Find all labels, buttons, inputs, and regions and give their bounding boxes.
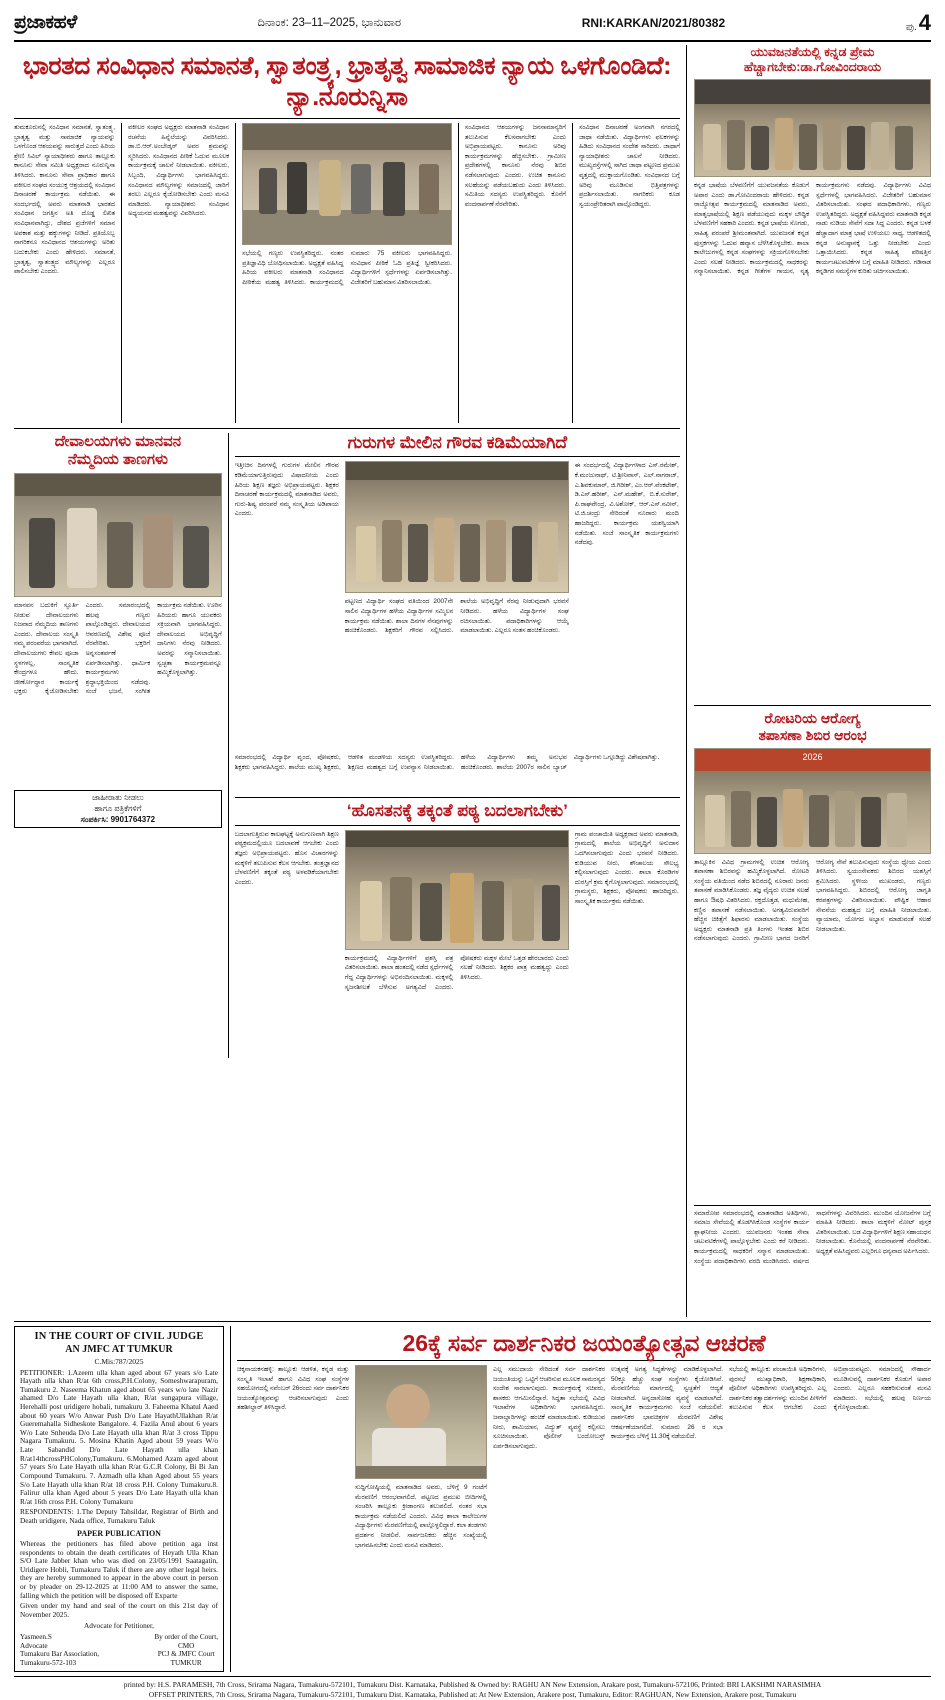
rotary-headline-1: ರೋಟರಿಯ ಆರೋಗ್ಯ — [764, 710, 861, 726]
court-petitioner-text: PETITIONER: 1.Azeem ulla khan aged about 67 years s/o Late Hayath ulla khan R/at 6th cross,P.H.Colony, Someshwarapuram, Tumakuru 2. Naseema Khatun aged about 65 years w/o late Nazir ahamed D/o Late Hayath ulla khan, R/at sungapura village, Herehalli post uridigere hobali, tumakuru 3. Faheema Khatul Aaed about 60 years W/o Anwar Push D/o Late HayathUllakhan R/at Gueremahalla Sidheskote Bangalore. 4. Fazila Anul about 6 years W/o Late Snheuda D/o Late Hayath ulla khan R/at 3 cross Tippu Nagara Tumakuru. 5. Mosina Khatin Aged about 59 years W/o Late Sabandid D/o Late Hayath ulla khan R/at14thcrossPHColony,Tumakuru. 6.Mohamed Azam aged about 57 years S/o Late Hayath ulla khan R/at G.C.R Colony, Bi Bi Jan Compound Tumakuru. 7. Azmadh ulla khan Aged about 55 years S/o Late Hayath ulla khan R/at 18 cross P.H. Colony Tumakuru.8. Falirur ulla khan Aged about 5 years D/o Late Hayath ulla khan R/at 16th cross P.H. Colony Tumakuru — [20, 1367, 218, 1506]
jayanti-col-3: ಎಲ್ಲ ಸಮುದಾಯ ಸೇರಿದಂತೆ ಸರ್ವ ದಾರ್ಶನಿಕರ ಜಯಂತಿಯನ್ನು ಒಟ್ಟಿಗೆ ಆಚರಿಸುವ ಮೂಲಕ ಸಾಮರಸ್ಯದ ಸಂದೇಶ ಸಾರಲಾಗುವುದು. ಕಾರ್ಯಕ್ರಮಕ್ಕೆ ಸಚಿವರು, ಶಾಸಕರು ಆಗಮಿಸಲಿದ್ದಾರೆ. ಸಿದ್ಧತಾ ಸಭೆಯಲ್ಲಿ ವಿವಿಧ ಇಲಾಖೆಗಳ ಅಧಿಕಾರಿಗಳು ಭಾಗವಹಿಸಿದ್ದರು. ಜವಾಬ್ದಾರಿಗಳನ್ನು ಹಂಚಿಕೆ ಮಾಡಲಾಯಿತು. ಕುಡಿಯುವ ನೀರು, ಶಾಮಿಯಾನ, ವಿದ್ಯುತ್ ವ್ಯವಸ್ಥೆ ಕಲ್ಪಿಸಲು ಸೂಚಿಸಲಾಯಿತು. ಪೊಲೀಸ್ ಬಂದೋಬಸ್ತ್ ಏರ್ಪಡಿಸಲಾಗುವುದು. — [493, 1366, 605, 1450]
rni-number: RNI:KARKAN/2021/80382 — [581, 16, 726, 30]
gurus-col-3: ಈ ಸಂದರ್ಭದಲ್ಲಿ ವಿದ್ಯಾರ್ಥಿಗಳಾದ ಎಸ್.ರಮೇಶ್, ಕೆ.ಮಂಜುನಾಥ್, ಟಿ.ಶ್ರೀನಿವಾಸ್, ಎಲ್.ನಾಗರಾಜ್, ಎ.ಶಿವಕುಮಾರ್, ಜಿ.ಗಿರೀಶ್, ಎಂ.ಆರ್.ವೆಂಕಟೇಶ್, ಡಿ.ಎಸ್.ಹರೀಶ್, ಎನ್.ಮಹೇಶ್, ಬಿ.ಕೆ.ಸುರೇಶ್, ಪಿ.ರಾಘವೇಂದ್ರ, ವಿ.ಅಶೋಕ್, ಆರ್.ಎಸ್.ನವೀನ್, ಟಿ.ಜಿ.ಚಂದ್ರು ಸೇರಿದಂತೆ ನೂರಾರು ಮಂದಿ ಹಾಜರಿದ್ದರು. ಕಾರ್ಯಕ್ರಮ ಯಶಸ್ವಿಯಾಗಿ ನಡೆಯಿತು. ಸಂಜೆ ಸಾಂಸ್ಕೃತಿಕ ಕಾರ್ಯಕ್ರಮಗಳು ನಡೆದವು. — [574, 462, 679, 547]
court-publication-heading: PAPER PUBLICATION — [77, 1528, 161, 1538]
page-label: ಪು. — [905, 22, 917, 33]
court-respondents-text: RESPONDENTS: 1.The Deputy Tahsildar, Registrar of Birth and Death uridigere, Nada office, Tumakuru Taluk — [20, 1507, 218, 1525]
gurus-col-4: ಸಮಾರಂಭದಲ್ಲಿ ವಿದ್ಯಾರ್ಥಿ ವೃಂದ, ಪೋಷಕರು, ಶಿಕ್ಷಕರು ಭಾಗವಹಿಸಿದ್ದರು. ಶಾಲೆಯ ಮುಖ್ಯ ಶಿಕ್ಷಕರು, ಆಡಳಿತ ಮಂಡಳಿಯ ಸದಸ್ಯರು ಉಪಸ್ಥಿತರಿದ್ದರು. ಶಿಕ್ಷಣದ ಮಹತ್ವದ ಬಗ್ಗೆ ಉಪನ್ಯಾಸ ನೀಡಲಾಯಿತು. ಹಳೆಯ ವಿದ್ಯಾರ್ಥಿಗಳು ತಮ್ಮ ಅನುಭವ ಹಂಚಿಕೊಂಡರು. ಶಾಲೆಯ 2007ರ ಸಾಲಿನ ಬ್ಯಾಚ್ ವಿದ್ಯಾರ್ಥಿಗಳು ಒಗ್ಗೂಡಿದ್ದು ವಿಶೇಷವಾಗಿತ್ತು. — [234, 754, 660, 771]
change-headline: ‘ಹೊಸತನಕ್ಕೆ ತಕ್ಕಂತೆ ಪಠ್ಯ ಬದಲಾಗಬೇಕು’ — [346, 801, 568, 821]
temples-body: ಮಾನವನ ಬದುಕಿಗೆ ಸ್ಫೂರ್ತಿ ನೀಡುವ ದೇವಾಲಯಗಳು ನಿಜವಾದ ನೆಮ್ಮದಿಯ ತಾಣಗಳು ಎಂದರು. ದೇವಾಲಯ ಸಂಸ್ಕೃತಿ ನಮ್ಮ ಪರಂಪರೆಯ ಭಾಗವಾಗಿದೆ. ದೇವಾಲಯಗಳು ಕೇವಲ ಪೂಜಾ ಸ್ಥಳಗಳಲ್ಲ, ಸಾಂಸ್ಕೃತಿಕ ಕೇಂದ್ರಗಳೂ ಹೌದು. ಜೀರ್ಣೋದ್ಧಾರ ಕಾರ್ಯಕ್ಕೆ ಭಕ್ತರು ಕೈಜೋಡಿಸಬೇಕು ಎಂದರು. ಸಮಾರಂಭದಲ್ಲಿ ಹಲವು ಗಣ್ಯರು ಪಾಲ್ಗೊಂಡಿದ್ದರು. ದೇವಾಲಯದ ಆವರಣದಲ್ಲಿ ವಿಶೇಷ ಪೂಜೆ ನೆರವೇರಿತು. ಭಕ್ತರಿಗೆ ಅನ್ನಸಂತರ್ಪಣೆ ಏರ್ಪಡಿಸಲಾಗಿತ್ತು. ಧಾರ್ಮಿಕ ಕಾರ್ಯಕ್ರಮಗಳು ಶ್ರದ್ಧಾಭಕ್ತಿಯಿಂದ ನಡೆದವು. ಸಂಜೆ ಭಜನೆ, ಸಂಗೀತ ಕಾರ್ಯಕ್ರಮ ನಡೆಯಿತು. ಊರಿನ ಹಿರಿಯರು ಹಾಗೂ ಯುವಕರು ಸಕ್ರಿಯವಾಗಿ ಭಾಗವಹಿಸಿದ್ದರು. ದೇವಾಲಯದ ಅಭಿವೃದ್ಧಿಗೆ ದಾನಿಗಳು ನೆರವು ನೀಡಿದರು. ಅವರನ್ನು ಸನ್ಮಾನಿಸಲಾಯಿತು. ಸ್ವಚ್ಛತಾ ಕಾರ್ಯಕ್ರಮವನ್ನೂ ಹಮ್ಮಿಕೊಳ್ಳಲಾಗಿತ್ತು. — [14, 602, 222, 696]
temples-headline-2: ನೆಮ್ಮದಿಯ ತಾಣಗಳು — [67, 451, 168, 468]
footer-line-2: OFFSET PRINTERS, 7th Cross, Srirama Nagara, Tumakuru-572101, Tumakuru Dist. Karnataka, Published at: At New Extension, Arakere post, Tumakuru, Editor: RAGHUAN, New Extension, Arakere post, Tumakuru — [148, 1690, 797, 1700]
rotary-banner-text: 2026 — [802, 751, 823, 762]
advertisement-contact-box[interactable] — [14, 790, 222, 828]
ad-line-2: ಹಾಗೂ ಪತ್ರಿಕೆಗಳಿಗೆ — [94, 803, 142, 813]
rotary-photo — [694, 748, 931, 854]
page-number: 4 — [918, 10, 931, 35]
masthead — [14, 10, 931, 42]
court-publication-body: Whereas the petitioners has filed above petition aga inst respondents to obtain the death certificates of Heyath Ulla Khan S/O Late Jabber khan who was died on 23/05/1991 Saatagatin, Uridigere Hobli, Tumakuru Taluk if there are any other legal heirs. they are hereby summoned to appear in the above court in person or by pleader on 29-12-2025 at 11:00 AM to answer the same, falling which the petition will be disposed off Exparte — [20, 1539, 218, 1600]
gurus-headline: ಗುರುಗಳ ಮೇಲಿನ ಗೌರವ ಕಡಿಮೆಯಾಗಿದೆ — [347, 433, 568, 452]
court-advocate-association: Tumakuru Bar Association, — [20, 1650, 99, 1659]
change-col-3: ಗ್ರಾಮ ಪಂಚಾಯಿತಿ ಅಧ್ಯಕ್ಷರಾದ ಅವರು ಮಾತನಾಡಿ, ಗ್ರಾಮದಲ್ಲಿ ಶಾಲೆಯ ಅಭಿವೃದ್ಧಿಗೆ ಅನುದಾನ ಒದಗಿಸಲಾಗುವುದು ಎಂದು ಭರವಸೆ ನೀಡಿದರು. ಕುಡಿಯುವ ನೀರು, ಶೌಚಾಲಯ ಸೌಲಭ್ಯ ಕಲ್ಪಿಸಲಾಗುವುದು ಎಂದರು. ಶಾಲಾ ಕೊಠಡಿಗಳ ದುರಸ್ತಿಗೆ ಕ್ರಮ ಕೈಗೊಳ್ಳಲಾಗುವುದು. ಸಮಾರಂಭದಲ್ಲಿ ಗ್ರಾಮಸ್ಥರು, ಶಿಕ್ಷಕರು, ಪೋಷಕರು ಹಾಜರಿದ್ದರು. ಸಾಂಸ್ಕೃತಿಕ ಕಾರ್ಯಕ್ರಮ ನಡೆಯಿತು. — [574, 830, 679, 906]
court-advocate-name: Yasmeen.S — [20, 1633, 52, 1642]
jayanti-col-1: ಚಿಕ್ಕನಾಯಕನಹಳ್ಳಿ: ತಾಲ್ಲೂಕು ಆಡಳಿತ, ಕನ್ನಡ ಮತ್ತು ಸಂಸ್ಕೃತಿ ಇಲಾಖೆ ಹಾಗೂ ವಿವಿಧ ಸಂಘ ಸಂಸ್ಥೆಗಳ ಸಹಯೋಗದಲ್ಲಿ ನವೆಂಬರ್ 26ರಂದು ಸರ್ವ ದಾರ್ಶನಿಕರ ಜಯಂತ್ಯೋತ್ಸವವನ್ನು ಆಚರಿಸಲಾಗುವುದು ಎಂದು ತಹಶೀಲ್ದಾರ್ ತಿಳಿಸಿದ್ದಾರೆ. — [237, 1366, 349, 1412]
jayanti-photo — [355, 1365, 487, 1479]
change-col-2: ಕಾರ್ಯಕ್ರಮದಲ್ಲಿ ವಿದ್ಯಾರ್ಥಿಗಳಿಗೆ ಪ್ರಶಸ್ತಿ ಪತ್ರ ವಿತರಿಸಲಾಯಿತು. ಶಾಲಾ ಹಂತದಲ್ಲಿ ನಡೆದ ಸ್ಪರ್ಧೆಗಳಲ್ಲಿ ಗೆದ್ದ ವಿದ್ಯಾರ್ಥಿಗಳನ್ನು ಅಭಿನಂದಿಸಲಾಯಿತು. ಮಕ್ಕಳಲ್ಲಿ ಸೃಜನಶೀಲತೆ ಬೆಳೆಸುವ ಅಗತ್ಯವಿದೆ ಎಂದರು. ಪೋಷಕರು ಮಕ್ಕಳ ಮೇಲೆ ಒತ್ತಡ ಹೇರಬಾರದು ಎಂದು ಸಲಹೆ ನೀಡಿದರು. ಶಿಕ್ಷಕರ ಪಾತ್ರ ಮಹತ್ವದ್ದು ಎಂದು ತಿಳಿಸಿದರು. — [344, 954, 569, 991]
change-col-1: ಬದಲಾಗುತ್ತಿರುವ ಕಾಲಘಟ್ಟಕ್ಕೆ ಅನುಗುಣವಾಗಿ ಶಿಕ್ಷಣ ಪಠ್ಯಕ್ರಮದಲ್ಲಿಯೂ ಬದಲಾವಣೆ ಆಗಬೇಕು ಎಂದು ತಜ್ಞರು ಅಭಿಪ್ರಾಯಪಟ್ಟರು. ಹೊಸ ವಿಚಾರಗಳನ್ನು ಮಕ್ಕಳಿಗೆ ತಲುಪಿಸುವ ಕೆಲಸ ಆಗಬೇಕು. ತಂತ್ರಜ್ಞಾನದ ಬೆಳವಣಿಗೆಗೆ ತಕ್ಕಂತೆ ಪಠ್ಯ ಅಳವಡಿಕೆಯಾಗಬೇಕು ಎಂದರು. — [234, 830, 339, 886]
lead-col-2: ವಕೀಲರ ಸಂಘದ ಅಧ್ಯಕ್ಷರು ಮಾತನಾಡಿ ಸಂವಿಧಾನ ರಚನೆಯ ಹಿನ್ನೆಲೆಯನ್ನು ವಿವರಿಸಿದರು. ಡಾ.ಬಿ.ಆರ್.ಅಂಬೇಡ್ಕರ್ ಅವರ ಶ್ರಮವನ್ನು ಸ್ಮರಿಸಿದರು. ಸಂವಿಧಾನದ ಪೀಠಿಕೆ ಓದುವ ಮೂಲಕ ಕಾರ್ಯಕ್ರಮಕ್ಕೆ ಚಾಲನೆ ನೀಡಲಾಯಿತು. ವಕೀಲರು, ಸಿಬ್ಬಂದಿ, ವಿದ್ಯಾರ್ಥಿಗಳು ಭಾಗವಹಿಸಿದ್ದರು. ಸಂವಿಧಾನದ ಮೌಲ್ಯಗಳನ್ನು ಸಮಾಜದಲ್ಲಿ ಜಾರಿಗೆ ತರಲು ಎಲ್ಲರೂ ಕೈಜೋಡಿಸಬೇಕು ಎಂದು ಮನವಿ ಮಾಡಿದರು. ನ್ಯಾಯಾಧೀಶರು ಸಂವಿಧಾನ ಅಧ್ಯಯನದ ಮಹತ್ವವನ್ನು ವಿವರಿಸಿದರು. — [128, 124, 230, 218]
rotary-body-1: ತಾಲ್ಲೂಕಿನ ವಿವಿಧ ಗ್ರಾಮಗಳಲ್ಲಿ ಉಚಿತ ಆರೋಗ್ಯ ತಪಾಸಣಾ ಶಿಬಿರವನ್ನು ಹಮ್ಮಿಕೊಳ್ಳಲಾಗಿದೆ. ರೋಟರಿ ಸಂಸ್ಥೆಯ ವತಿಯಿಂದ ನಡೆದ ಶಿಬಿರದಲ್ಲಿ ನೂರಾರು ಜನರು ತಪಾಸಣೆ ಮಾಡಿಸಿಕೊಂಡರು. ತಜ್ಞ ವೈದ್ಯರು ಉಚಿತ ಸಲಹೆ ಹಾಗೂ ಔಷಧಿ ವಿತರಿಸಿದರು. ರಕ್ತದೊತ್ತಡ, ಮಧುಮೇಹ, ಕಣ್ಣಿನ ತಪಾಸಣೆ ನಡೆಸಲಾಯಿತು. ಅಗತ್ಯವಿರುವವರಿಗೆ ಹೆಚ್ಚಿನ ಚಿಕಿತ್ಸೆಗೆ ಶಿಫಾರಸು ಮಾಡಲಾಯಿತು. ಸಂಸ್ಥೆಯ ಅಧ್ಯಕ್ಷರು ಮಾತನಾಡಿ ಪ್ರತಿ ತಿಂಗಳು ಇಂತಹ ಶಿಬಿರ ನಡೆಸಲಾಗುವುದು ಎಂದರು. ಗ್ರಾಮೀಣ ಭಾಗದ ಜನರಿಗೆ ಆರೋಗ್ಯ ಸೇವೆ ತಲುಪಿಸುವುದು ಸಂಸ್ಥೆಯ ಧ್ಯೇಯ ಎಂದು ತಿಳಿಸಿದರು. ಸ್ವಯಂಸೇವಕರು ಶಿಬಿರದ ಯಶಸ್ಸಿಗೆ ಶ್ರಮಿಸಿದರು. ಸ್ಥಳೀಯ ಮುಖಂಡರು, ಗಣ್ಯರು ಭಾಗವಹಿಸಿದ್ದರು. ಶಿಬಿರದಲ್ಲಿ ಆರೋಗ್ಯ ಜಾಗೃತಿ ಕರಪತ್ರಗಳನ್ನು ವಿತರಿಸಲಾಯಿತು. ಪೌಷ್ಟಿಕ ಆಹಾರ ಸೇವನೆಯ ಮಹತ್ವದ ಬಗ್ಗೆ ಮಾಹಿತಿ ನೀಡಲಾಯಿತು. ವ್ಯಾಯಾಮ, ಯೋಗದ ಅಭ್ಯಾಸ ಮಾಡುವಂತೆ ಸಲಹೆ ನೀಡಲಾಯಿತು. — [694, 858, 931, 943]
lead-photo — [242, 123, 452, 245]
youth-kannada-body: ಕನ್ನಡ ಭಾಷೆಯ ಬೆಳವಣಿಗೆಗೆ ಯುವಜನತೆಯ ಕೊಡುಗೆ ಅಪಾರ ಎಂದು ಡಾ.ಗೋವಿಂದರಾಯ ಹೇಳಿದರು. ಕನ್ನಡ ರಾಜ್ಯೋತ್ಸವ ಕಾರ್ಯಕ್ರಮದಲ್ಲಿ ಮಾತನಾಡಿದ ಅವರು, ಮಾತೃಭಾಷೆಯಲ್ಲಿ ಶಿಕ್ಷಣ ಪಡೆಯುವುದು ಮಕ್ಕಳ ಬೌದ್ಧಿಕ ಬೆಳವಣಿಗೆಗೆ ಸಹಕಾರಿ ಎಂದರು. ಕನ್ನಡ ಭಾಷೆಯ ಸೊಗಡು, ಸಾಹಿತ್ಯ ಪರಂಪರೆ ಶ್ರೀಮಂತವಾಗಿದೆ. ಯುವಜನತೆ ಕನ್ನಡ ಪುಸ್ತಕಗಳನ್ನು ಓದುವ ಹವ್ಯಾಸ ಬೆಳೆಸಿಕೊಳ್ಳಬೇಕು. ಶಾಲಾ ಕಾಲೇಜುಗಳಲ್ಲಿ ಕನ್ನಡ ಸಂಘಗಳನ್ನು ಸಕ್ರಿಯಗೊಳಿಸಬೇಕು ಎಂದು ಸಲಹೆ ನೀಡಿದರು. ಕಾರ್ಯಕ್ರಮದಲ್ಲಿ ಸಾಧಕರನ್ನು ಸನ್ಮಾನಿಸಲಾಯಿತು. ಕನ್ನಡ ಗೀತೆಗಳ ಗಾಯನ, ನೃತ್ಯ ಕಾರ್ಯಕ್ರಮಗಳು ನಡೆದವು. ವಿದ್ಯಾರ್ಥಿಗಳು ವಿವಿಧ ಸ್ಪರ್ಧೆಗಳಲ್ಲಿ ಭಾಗವಹಿಸಿದರು. ವಿಜೇತರಿಗೆ ಬಹುಮಾನ ವಿತರಿಸಲಾಯಿತು. ಸಂಘದ ಪದಾಧಿಕಾರಿಗಳು, ಗಣ್ಯರು ಉಪಸ್ಥಿತರಿದ್ದರು. ಅಧ್ಯಕ್ಷತೆ ವಹಿಸಿದ್ದವರು ಮಾತನಾಡಿ ಕನ್ನಡ ನಾಡು ನುಡಿಯ ಸೇವೆಗೆ ಸದಾ ಸಿದ್ಧ ಎಂದರು. ಕನ್ನಡ ಬಳಕೆ ಹೆಚ್ಚಾದಾಗ ಮಾತ್ರ ಭಾಷೆ ಉಳಿಯಲು ಸಾಧ್ಯ. ಆಡಳಿತದಲ್ಲಿ ಕನ್ನಡ ಅನುಷ್ಠಾನಕ್ಕೆ ಒತ್ತು ನೀಡಬೇಕು ಎಂದು ಒತ್ತಾಯಿಸಿದರು. ಕನ್ನಡ ಸಾಹಿತ್ಯ ಪರಿಷತ್ತಿನ ಕಾರ್ಯಚಟುವಟಿಕೆಗಳ ಬಗ್ಗೆ ಮಾಹಿತಿ ನೀಡಿದರು. ಗಡಿನಾಡ ಕನ್ನಡಿಗರ ಸಮಸ್ಯೆಗಳ ಕುರಿತು ಚರ್ಚಿಸಲಾಯಿತು. — [694, 182, 931, 276]
rotary-body-2: ಸಮಾರೋಪ ಸಮಾರಂಭದಲ್ಲಿ ಮಾತನಾಡಿದ ಅತಿಥಿಗಳು, ಸಮಾಜ ಸೇವೆಯಲ್ಲಿ ತೊಡಗಿಸಿಕೊಂಡ ಸಂಸ್ಥೆಗಳ ಕಾರ್ಯ ಶ್ಲಾಘನೀಯ ಎಂದರು. ಯುವಜನರು ಇಂತಹ ಸೇವಾ ಚಟುವಟಿಕೆಗಳಲ್ಲಿ ಪಾಲ್ಗೊಳ್ಳಬೇಕು ಎಂದು ಕರೆ ನೀಡಿದರು. ಕಾರ್ಯಕ್ರಮದಲ್ಲಿ ಸಾಧಕರಿಗೆ ಸನ್ಮಾನ ಮಾಡಲಾಯಿತು. ಸಂಸ್ಥೆಯ ಪದಾಧಿಕಾರಿಗಳು ವರದಿ ಮಂಡಿಸಿದರು. ವರ್ಷದ ಸಾಧನೆಗಳನ್ನು ವಿವರಿಸಿದರು. ಮುಂದಿನ ಯೋಜನೆಗಳ ಬಗ್ಗೆ ಮಾಹಿತಿ ನೀಡಿದರು. ಶಾಲಾ ಮಕ್ಕಳಿಗೆ ನೋಟ್ ಪುಸ್ತಕ ವಿತರಿಸಲಾಯಿತು. ಬಡ ವಿದ್ಯಾರ್ಥಿಗಳಿಗೆ ಶಿಕ್ಷಣ ಸಹಾಯಧನ ನೀಡಲಾಯಿತು. ಕೊನೆಯಲ್ಲಿ ವಂದನಾರ್ಪಣೆ ನೆರವೇರಿತು. ಅಧ್ಯಕ್ಷತೆ ವಹಿಸಿದ್ದವರು ಎಲ್ಲರಿಗೂ ಧನ್ಯವಾದ ಅರ್ಪಿಸಿದರು. — [694, 1209, 931, 1265]
change-photo — [345, 830, 569, 950]
court-title-line-1: IN THE COURT OF CIVIL JUDGE — [34, 1330, 204, 1342]
jayanti-col-2: ಸುದ್ದಿಗೋಷ್ಠಿಯಲ್ಲಿ ಮಾತನಾಡಿದ ಅವರು, ಬೆಳಿಗ್ಗೆ 9 ಗಂಟೆಗೆ ಮೆರವಣಿಗೆ ಆರಂಭವಾಗಲಿದೆ. ಪಟ್ಟಣದ ಪ್ರಮುಖ ಬೀದಿಗಳಲ್ಲಿ ಸಂಚರಿಸಿ ತಾಲ್ಲೂಕು ಕ್ರೀಡಾಂಗಣ ತಲುಪಲಿದೆ. ನಂತರ ಸಭಾ ಕಾರ್ಯಕ್ರಮ ನಡೆಯಲಿದೆ ಎಂದರು. ವಿವಿಧ ಶಾಲಾ ಕಾಲೇಜುಗಳ ವಿದ್ಯಾರ್ಥಿಗಳು ಮೆರವಣಿಗೆಯಲ್ಲಿ ಪಾಲ್ಗೊಳ್ಳಲಿದ್ದಾರೆ. ಕಲಾ ತಂಡಗಳು ಪ್ರದರ್ಶನ ನೀಡಲಿವೆ. ಸಾರ್ವಜನಿಕರು ಹೆಚ್ಚಿನ ಸಂಖ್ಯೆಯಲ್ಲಿ ಭಾಗವಹಿಸಬೇಕು ಎಂದು ಮನವಿ ಮಾಡಿದರು. — [355, 1484, 487, 1549]
lead-headline: ಭಾರತದ ಸಂವಿಧಾನ ಸಮಾನತೆ, ಸ್ವಾತಂತ್ರ್ಯ, ಭ್ರಾತೃತ್ವ ಸಾಮಾಜಿಕ ನ್ಯಾಯ ಒಳಗೊಂಡಿದೆ: ನ್ಯಾ.ನೂರುನ್ನಿಸಾ — [22, 52, 672, 111]
court-order-line: By order of the Court, — [154, 1633, 218, 1642]
court-advocate-role: Advocate — [20, 1641, 48, 1650]
page-footer — [14, 1676, 931, 1700]
temples-headline-1: ದೇವಾಲಯಗಳು ಮಾನವನ — [54, 433, 182, 450]
lead-col-1: ತುಮಕೂರುನಲ್ಲಿ ಸಂವಿಧಾನ ಸಮಾನತೆ, ಸ್ವಾತಂತ್ರ್ಯ, ಭ್ರಾತೃತ್ವ ಮತ್ತು ಸಾಮಾಜಿಕ ನ್ಯಾಯವನ್ನು ಒಳಗೊಂಡ ಆಶಯವನ್ನು ಸಾರುತ್ತದೆ ಎಂದು ಹಿರಿಯ ಶ್ರೇಣಿ ಸಿವಿಲ್ ನ್ಯಾಯಾಧೀಶರು ಹಾಗೂ ತಾಲ್ಲೂಕು ಕಾನೂನು ಸೇವಾ ಸಮಿತಿ ಅಧ್ಯಕ್ಷರಾದ ನೂರುನ್ನಿಸಾ ತಿಳಿಸಿದರು. ಕಾನೂನು ಸೇವಾ ಪ್ರಾಧಿಕಾರ ಹಾಗೂ ವಕೀಲರ ಸಂಘದ ಸಂಯುಕ್ತ ಆಶ್ರಯದಲ್ಲಿ ಸಂವಿಧಾನ ದಿನಾಚರಣೆ ಕಾರ್ಯಕ್ರಮ ನಡೆಯಿತು. ಈ ಸಂದರ್ಭದಲ್ಲಿ ಅವರು ಮಾತನಾಡಿ ಭಾರತದ ಸಂವಿಧಾನ ಜಗತ್ತಿನ ಅತಿ ದೊಡ್ಡ ಲಿಖಿತ ಸಂವಿಧಾನವಾಗಿದ್ದು, ದೇಶದ ಪ್ರಜೆಗಳಿಗೆ ಸಮಾನ ಅವಕಾಶ ಮತ್ತು ಹಕ್ಕುಗಳನ್ನು ನೀಡಿದೆ. ಪ್ರತಿಯೊಬ್ಬ ನಾಗರಿಕನೂ ಸಂವಿಧಾನದ ಆಶಯಗಳನ್ನು ಅರಿತು ಬದುಕಬೇಕು ಎಂದು ಹೇಳಿದರು. ಸಮಾನತೆ, ಭ್ರಾತೃತ್ವ, ಸ್ವಾತಂತ್ರ್ಯದ ಮೌಲ್ಯಗಳನ್ನು ಎಲ್ಲರೂ ಪಾಲಿಸಬೇಕು ಎಂದರು. — [14, 124, 116, 276]
jayanti-headline: 26ಕ್ಕೆ ಸರ್ವ ದಾರ್ಶನಿಕರ ಜಯಂತ್ಯೋತ್ಸವ ಆಚರಣೆ — [402, 1329, 766, 1356]
ad-line-1: ಜಾಹೀರಾತು ನೀಡಲು — [92, 793, 144, 802]
gurus-col-2: ಪಟ್ಟಣದ ವಿದ್ಯಾರ್ಥಿ ಸಂಘದ ವತಿಯಿಂದ 2007ನೇ ಸಾಲಿನ ವಿದ್ಯಾರ್ಥಿಗಳ ಹಳೆಯ ವಿದ್ಯಾರ್ಥಿಗಳ ಸಮ್ಮಿಲನ ಕಾರ್ಯಕ್ರಮ ನಡೆಯಿತು. ಶಾಲಾ ದಿನಗಳ ನೆನಪುಗಳನ್ನು ಹಂಚಿಕೊಂಡರು. ಶಿಕ್ಷಕರಿಗೆ ಗೌರವ ಸಲ್ಲಿಸಿದರು. ಶಾಲೆಯ ಅಭಿವೃದ್ಧಿಗೆ ನೆರವು ನೀಡುವುದಾಗಿ ಭರವಸೆ ನೀಡಿದರು. ಹಳೆಯ ವಿದ್ಯಾರ್ಥಿಗಳ ಸಂಘ ರಚಿಸಲಾಯಿತು. ಪದಾಧಿಕಾರಿಗಳನ್ನು ಆಯ್ಕೆ ಮಾಡಲಾಯಿತು. ಎಲ್ಲರೂ ಸಂತಸ ಹಂಚಿಕೊಂಡರು. — [344, 598, 569, 635]
footer-line-1: printed by: H.S. PARAMESH, 7th Cross, Srirama Nagara, Tumakuru-572101, Tumakuru Dist. Karnataka, Published & Owned by: RAGHU AN New Extension, Arakare post, Tumakuru-572106, Printed: BRI LAKSHMI NARASIMHA — [123, 1680, 822, 1690]
lead-col-4: ಸಂವಿಧಾನದ ಆಶಯಗಳನ್ನು ಜನಸಾಮಾನ್ಯರಿಗೆ ತಲುಪಿಸುವ ಕೆಲಸವಾಗಬೇಕು ಎಂದು ಅಭಿಪ್ರಾಯಪಟ್ಟರು. ಕಾನೂನು ಅರಿವು ಕಾರ್ಯಕ್ರಮಗಳನ್ನು ಹೆಚ್ಚಿಸಬೇಕು. ಗ್ರಾಮೀಣ ಪ್ರದೇಶಗಳಲ್ಲಿ ಕಾನೂನು ನೆರವು ಶಿಬಿರ ನಡೆಸಲಾಗುವುದು ಎಂದರು. ಉಚಿತ ಕಾನೂನು ಸಲಹೆಯನ್ನು ಪಡೆಯಬಹುದು ಎಂದು ತಿಳಿಸಿದರು. ಸಮಿತಿಯ ಸದಸ್ಯರು ಉಪಸ್ಥಿತರಿದ್ದರು. ಕೊನೆಗೆ ವಂದನಾರ್ಪಣೆ ನೆರವೇರಿತು. — [464, 124, 566, 208]
temples-photo — [14, 473, 222, 597]
court-cmo: CMO — [177, 1641, 195, 1650]
court-case-number: C.Mis:787/2025 — [94, 1356, 144, 1366]
youth-kannada-photo — [694, 79, 931, 177]
page-number-block — [906, 10, 931, 36]
court-closing-text: Given under my hand and seal of the court on this 21st day of November 2025. — [20, 1601, 218, 1619]
jayanti-col-5: ಸಭೆಯಲ್ಲಿ ತಾಲ್ಲೂಕು ಪಂಚಾಯಿತಿ ಅಧಿಕಾರಿಗಳು, ಪುರಸಭೆ ಮುಖ್ಯಾಧಿಕಾರಿ, ಶಿಕ್ಷಣಾಧಿಕಾರಿ, ಪೊಲೀಸ್ ಅಧಿಕಾರಿಗಳು ಉಪಸ್ಥಿತರಿದ್ದರು. ಎಲ್ಲ ದಾರ್ಶನಿಕರ ತತ್ವಾದರ್ಶಗಳನ್ನು ಮುಂದಿನ ಪೀಳಿಗೆಗೆ ತಲುಪಿಸುವ ಕೆಲಸ ಆಗಬೇಕು ಎಂದು ಅಭಿಪ್ರಾಯಪಟ್ಟರು. ಸಮಾಜದಲ್ಲಿ ಸೌಹಾರ್ದ ಮೂಡಿಸುವಲ್ಲಿ ದಾರ್ಶನಿಕರ ಕೊಡುಗೆ ಅಪಾರ ಎಂದರು. ಎಲ್ಲರೂ ಸಹಕರಿಸುವಂತೆ ಮನವಿ ಮಾಡಿದರು. ಸಭೆಯಲ್ಲಿ ಹಲವು ನಿರ್ಣಯ ಕೈಗೊಳ್ಳಲಾಯಿತು. — [729, 1366, 931, 1412]
youth-kannada-headline: ಯುವಜನತೆಯಲ್ಲಿ ಕನ್ನಡ ಪ್ರೇಮ ಹೆಚ್ಚಾಗಬೇಕು:ಡಾ.ಗೋವಿಂದರಾಯ — [743, 45, 882, 74]
court-city: TUMKUR — [170, 1658, 202, 1667]
rotary-headline-2: ತಪಾಸಣಾ ಶಿಬಿರ ಆರಂಭ — [758, 726, 867, 743]
court-notice — [14, 1326, 224, 1672]
court-pcj: PCJ & JMFC Court — [157, 1650, 215, 1659]
gurus-photo — [345, 461, 569, 593]
ad-phone: ಸಂಪರ್ಕಿಸಿ: 9901764372 — [80, 814, 156, 824]
jayanti-col-4: ಉತ್ಸವಕ್ಕೆ ಅಗತ್ಯ ಸಿದ್ಧತೆಗಳನ್ನು ಮಾಡಿಕೊಳ್ಳಲಾಗಿದೆ. 50ಕ್ಕೂ ಹೆಚ್ಚು ಸಂಘ ಸಂಸ್ಥೆಗಳು ಕೈಜೋಡಿಸಿವೆ. ಮೆರವಣಿಗೆಯ ಮಾರ್ಗದಲ್ಲಿ ಸ್ವಚ್ಛತೆಗೆ ಆದ್ಯತೆ ನೀಡಲಾಗಿದೆ. ಅನ್ನದಾಸೋಹ ವ್ಯವಸ್ಥೆ ಮಾಡಲಾಗಿದೆ. ಸಾಂಸ್ಕೃತಿಕ ಕಾರ್ಯಕ್ರಮಗಳು ಸಂಜೆ ನಡೆಯಲಿವೆ. ದಾರ್ಶನಿಕರ ಭಾವಚಿತ್ರಗಳ ಮೆರವಣಿಗೆ ವಿಶೇಷ ಆಕರ್ಷಣೆಯಾಗಲಿದೆ. ಸುಮಾರು 26 ರ ಸಭಾ ಕಾರ್ಯಕ್ರಮ ಬೆಳಿಗ್ಗೆ 11.30ಕ್ಕೆ ನಡೆಯಲಿದೆ. — [611, 1366, 723, 1441]
court-advocate-address: Tumakuru-572-103 — [20, 1658, 77, 1667]
issue-date: ದಿನಾಂಕ: 23–11–2025, ಭಾನುವಾರ — [257, 16, 402, 29]
lead-col-3: ಸಭೆಯಲ್ಲಿ ಗಣ್ಯರು ಉಪಸ್ಥಿತರಿದ್ದರು. ನಂತರ ಪ್ರತಿಜ್ಞಾವಿಧಿ ಬೋಧಿಸಲಾಯಿತು. ಅಧ್ಯಕ್ಷತೆ ವಹಿಸಿದ್ದ ಹಿರಿಯ ವಕೀಲರು ಮಾತನಾಡಿ ಸಂವಿಧಾನದ ಪೀಠಿಕೆಯ ಮಹತ್ವ ತಿಳಿಸಿದರು. ಕಾರ್ಯಕ್ರಮದಲ್ಲಿ ಸುಮಾರು 75 ವಕೀಲರು ಭಾಗವಹಿಸಿದ್ದರು. ಸಂವಿಧಾನ ಪೀಠಿಕೆ ಓದಿ ಪ್ರತಿಜ್ಞೆ ಸ್ವೀಕರಿಸಿದರು. ವಿದ್ಯಾರ್ಥಿಗಳಿಗೆ ಸ್ಪರ್ಧೆಗಳನ್ನು ಏರ್ಪಡಿಸಲಾಗಿತ್ತು. ವಿಜೇತರಿಗೆ ಬಹುಮಾನ ವಿತರಿಸಲಾಯಿತು. — [242, 250, 452, 286]
lead-col-5: ಸಂವಿಧಾನ ದಿನಾಚರಣೆ ಅಂಗವಾಗಿ ನಗರದಲ್ಲಿ ಜಾಥಾ ನಡೆಯಿತು. ವಿದ್ಯಾರ್ಥಿಗಳು ಫಲಕಗಳನ್ನು ಹಿಡಿದು ಸಂವಿಧಾನದ ಸಂದೇಶ ಸಾರಿದರು. ಜಾಥಾಗೆ ನ್ಯಾಯಾಧೀಶರು ಚಾಲನೆ ನೀಡಿದರು. ಮುಖ್ಯರಸ್ತೆಗಳಲ್ಲಿ ಸಾಗಿದ ಜಾಥಾ ಪಟ್ಟಣದ ಪ್ರಮುಖ ವೃತ್ತದಲ್ಲಿ ಮುಕ್ತಾಯಗೊಂಡಿತು. ಸಂವಿಧಾನದ ಬಗ್ಗೆ ಅರಿವು ಮೂಡಿಸುವ ಭಿತ್ತಿಪತ್ರಗಳನ್ನು ಪ್ರದರ್ಶಿಸಲಾಯಿತು. ನಾಗರಿಕರು ಕೂಡ ಸ್ವಯಂಪ್ರೇರಿತರಾಗಿ ಪಾಲ್ಗೊಂಡಿದ್ದರು. — [578, 124, 680, 208]
gurus-col-1: ಇತ್ತೀಚಿನ ದಿನಗಳಲ್ಲಿ ಗುರುಗಳ ಮೇಲಿನ ಗೌರವ ಕಡಿಮೆಯಾಗುತ್ತಿರುವುದು ವಿಷಾದನೀಯ ಎಂದು ಹಿರಿಯ ಶಿಕ್ಷಣ ತಜ್ಞರು ಅಭಿಪ್ರಾಯಪಟ್ಟರು. ಶಿಕ್ಷಕರ ದಿನಾಚರಣೆ ಕಾರ್ಯಕ್ರಮದಲ್ಲಿ ಮಾತನಾಡಿದ ಅವರು, ಗುರು-ಶಿಷ್ಯ ಪರಂಪರೆ ನಮ್ಮ ಸಂಸ್ಕೃತಿಯ ಅಡಿಪಾಯ ಎಂದರು. — [234, 462, 339, 518]
publication-logo: ಪ್ರಜಾಕಹಳೆ — [14, 12, 77, 33]
court-title-line-2: AN JMFC AT TUMKUR — [65, 1343, 173, 1355]
court-advocate-label: Advocate for Petitioner, — [83, 1620, 155, 1630]
